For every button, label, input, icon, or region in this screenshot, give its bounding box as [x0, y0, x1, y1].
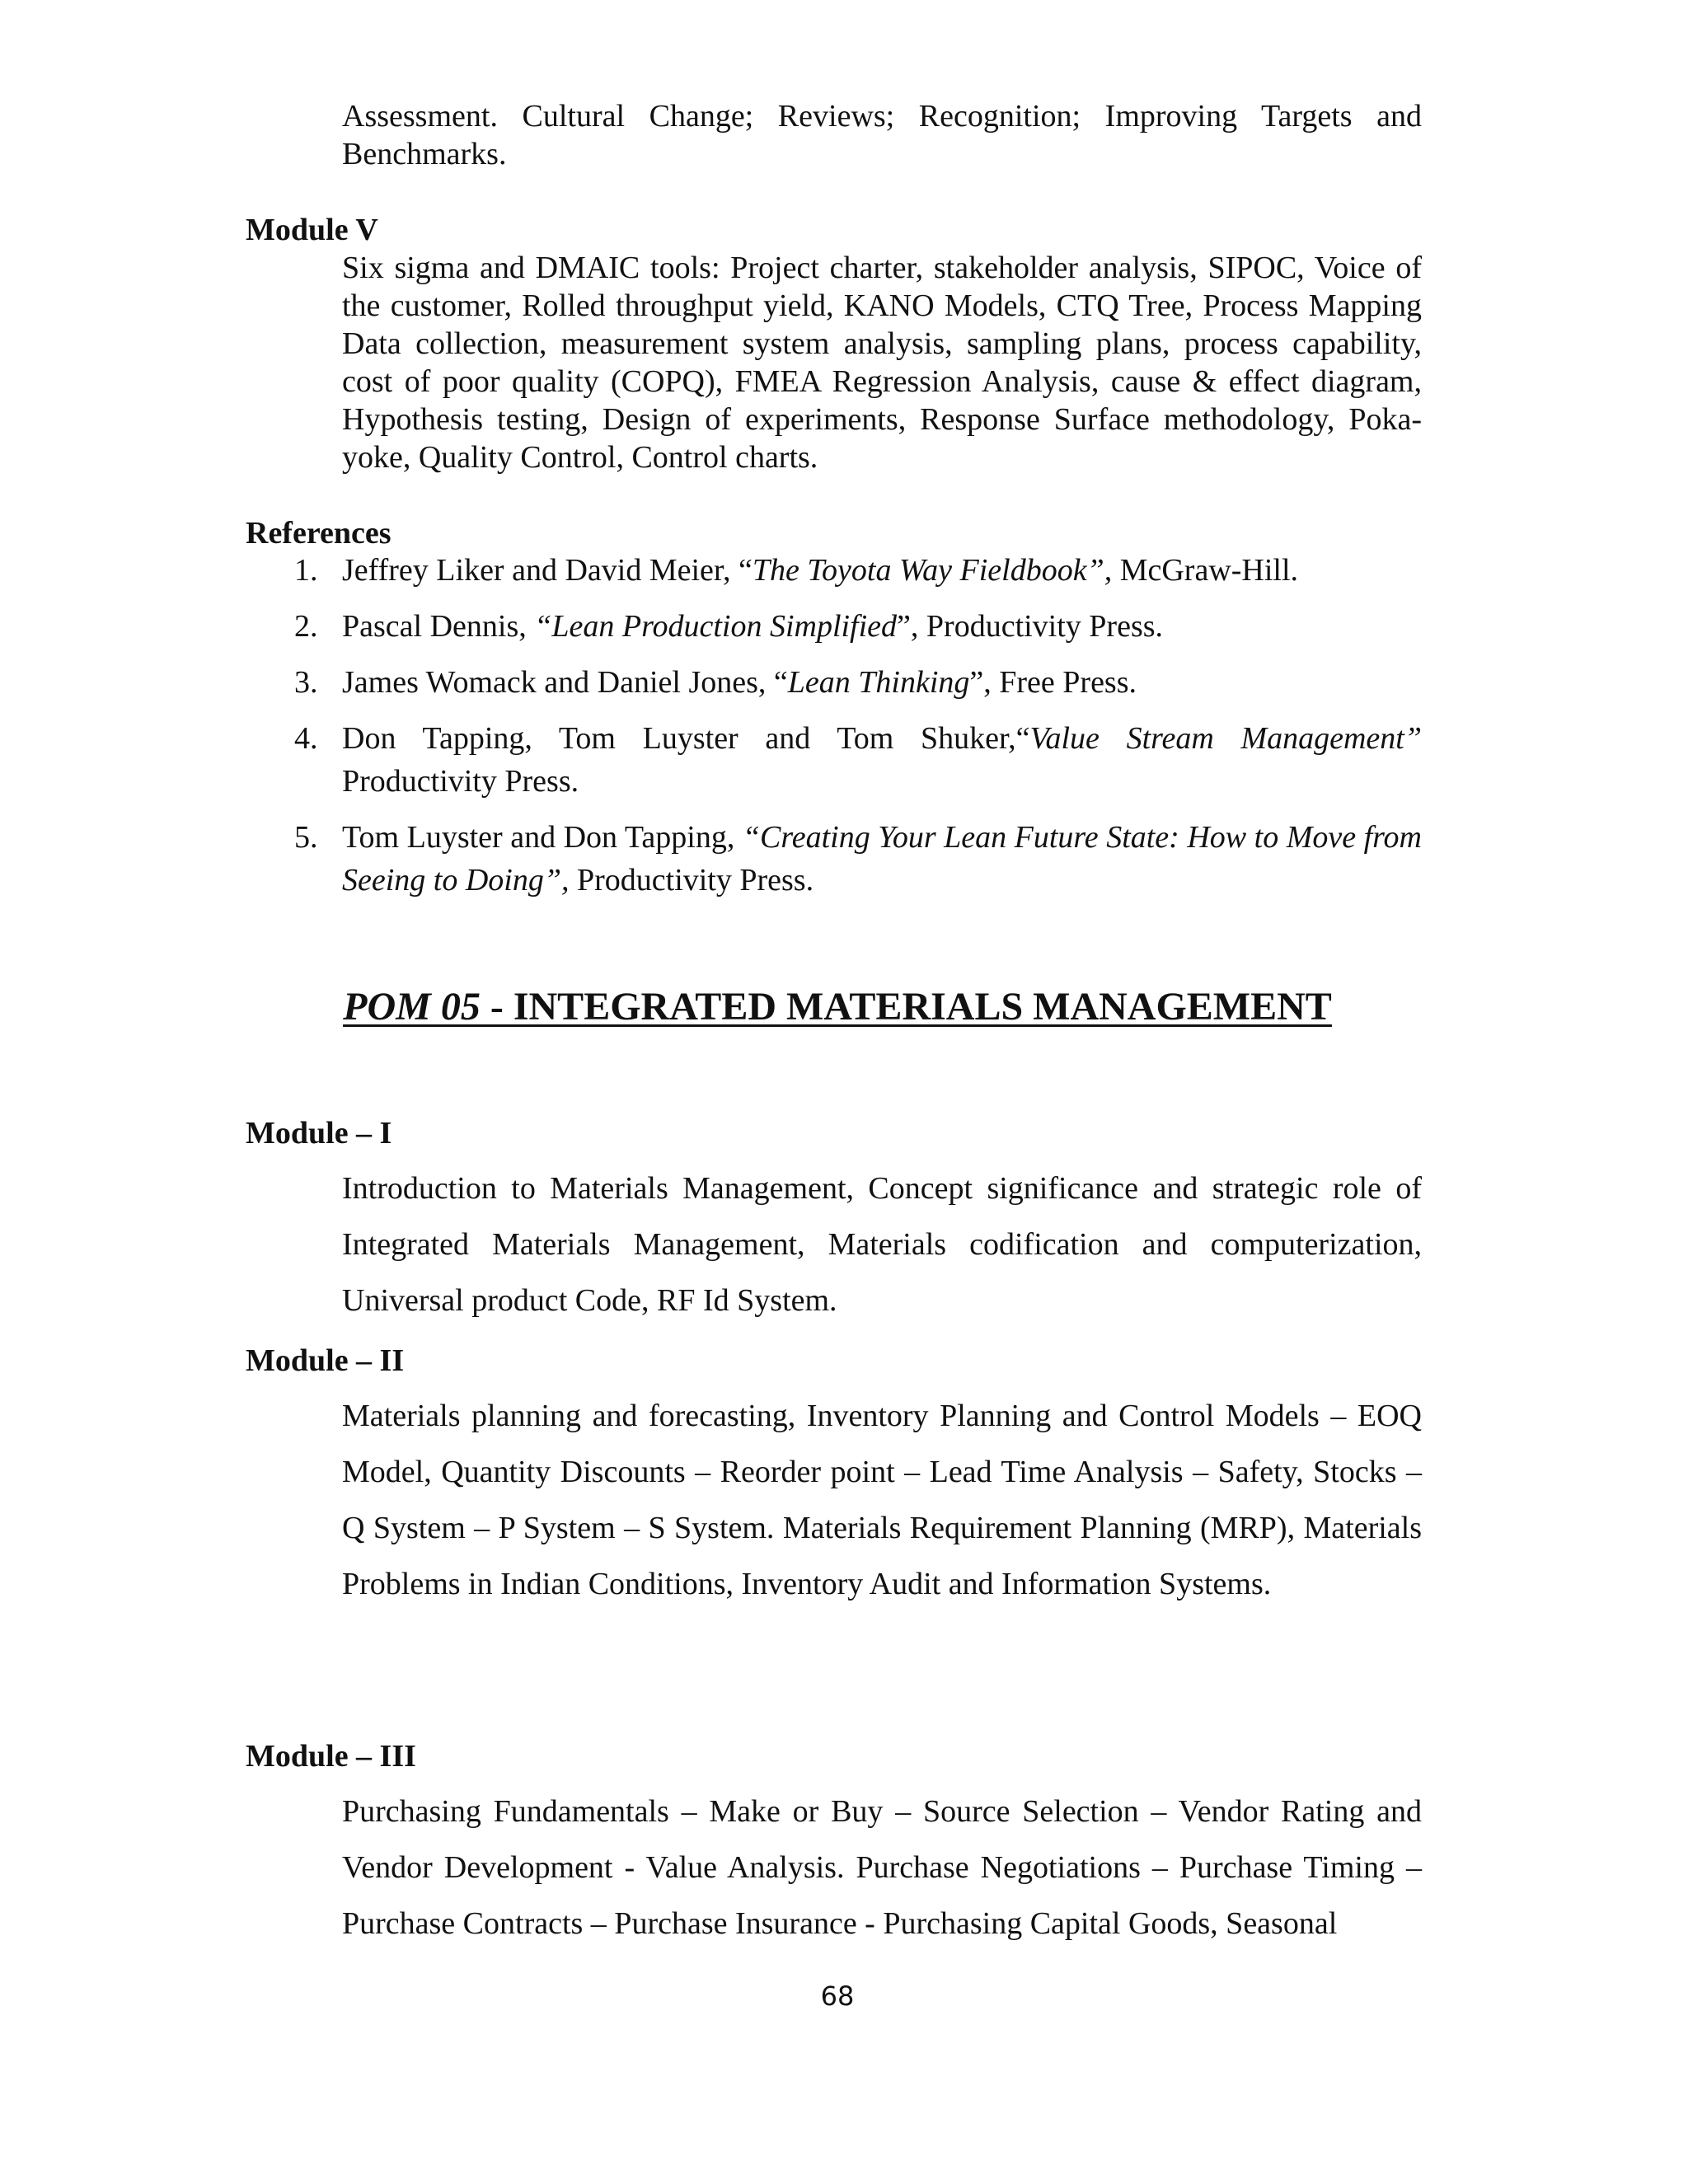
reference-authors: James Womack and Daniel Jones, “	[342, 665, 788, 700]
module-iii-heading: Module – III	[246, 1739, 416, 1774]
reference-authors: Don Tapping, Tom Luyster and Tom Shuker,“	[342, 721, 1030, 756]
module-i-text: Introduction to Materials Management, Concept significance and strategic role of Integrated Materials Management, Materials codification and computerization, Universal product Code, RF Id System.	[342, 1171, 1422, 1318]
reference-title: Lean Thinking	[787, 665, 970, 700]
reference-title: “Creating Your Lean Future State: How to Move from Seeing to Doing”,	[342, 820, 1422, 898]
module-v-text: Six sigma and DMAIC tools: Project charter, stakeholder analysis, SIPOC, Voice of the customer, Rolled throughput yield, KANO Models, CTQ Tree, Process Mapping Data collection, measurement system analysis, sampling plans, process capability, cost of poor quality (COPQ), FMEA Regression Analysis, cause & effect diagram, Hypothesis testing, Design of experiments, Response Surface methodology, Poka-yoke, Quality Control, Control charts.	[342, 251, 1422, 475]
reference-title: Value Stream Management”	[1029, 721, 1422, 756]
reference-number: 4.	[294, 721, 318, 756]
module-ii-text: Materials planning and forecasting, Inventory Planning and Control Models – EOQ Model, Quantity Discounts – Reorder point – Lead Time Analysis – Safety, Stocks – Q System – P System – S System. Materials Requirement Planning (MRP), Materials Problems in Indian Conditions, Inventory Audit and Information Systems.	[342, 1399, 1422, 1601]
reference-number: 1.	[294, 553, 318, 588]
module-i-heading: Module – I	[246, 1116, 392, 1151]
course-code: POM 05	[343, 985, 481, 1029]
module-v-heading: Module V	[246, 213, 378, 247]
reference-item	[288, 549, 1422, 592]
reference-item	[288, 717, 1422, 803]
reference-number: 5.	[294, 820, 318, 855]
module-iii-text: Purchasing Fundamentals – Make or Buy – Source Selection – Vendor Rating and Vendor Development - Value Analysis. Purchase Negotiations – Purchase Timing – Purchase Contracts – Purchase Insurance - Purchasing Capital Goods, Seasonal	[342, 1794, 1422, 1941]
reference-item	[288, 605, 1422, 648]
course-name: - INTEGRATED MATERIALS MANAGEMENT	[480, 985, 1332, 1029]
top-paragraph: Assessment. Cultural Change; Reviews; Recognition; Improving Targets and Benchmarks.	[342, 99, 1422, 171]
reference-title: “Lean Production Simplified	[534, 609, 898, 644]
page-number: 68	[820, 1980, 855, 2012]
reference-authors: Pascal Dennis,	[342, 609, 535, 644]
reference-authors: Tom Luyster and Don Tapping,	[342, 820, 743, 855]
reference-item	[288, 661, 1422, 704]
reference-item	[288, 816, 1422, 902]
reference-publisher: Productivity Press.	[342, 764, 579, 799]
reference-number: 3.	[294, 665, 318, 700]
references-heading: References	[246, 516, 392, 551]
reference-publisher: ”, Free Press.	[969, 665, 1137, 700]
reference-title: The Toyota Way Fieldbook”,	[752, 553, 1113, 588]
references-list	[288, 549, 1422, 915]
course-title	[0, 982, 1675, 1032]
reference-publisher: Productivity Press.	[569, 863, 814, 898]
reference-authors: Jeffrey Liker and David Meier, “	[342, 553, 753, 588]
reference-publisher: ”, Productivity Press.	[897, 609, 1164, 644]
reference-number: 2.	[294, 609, 318, 644]
module-ii-heading: Module – II	[246, 1343, 405, 1378]
reference-publisher: McGraw-Hill.	[1112, 553, 1299, 588]
